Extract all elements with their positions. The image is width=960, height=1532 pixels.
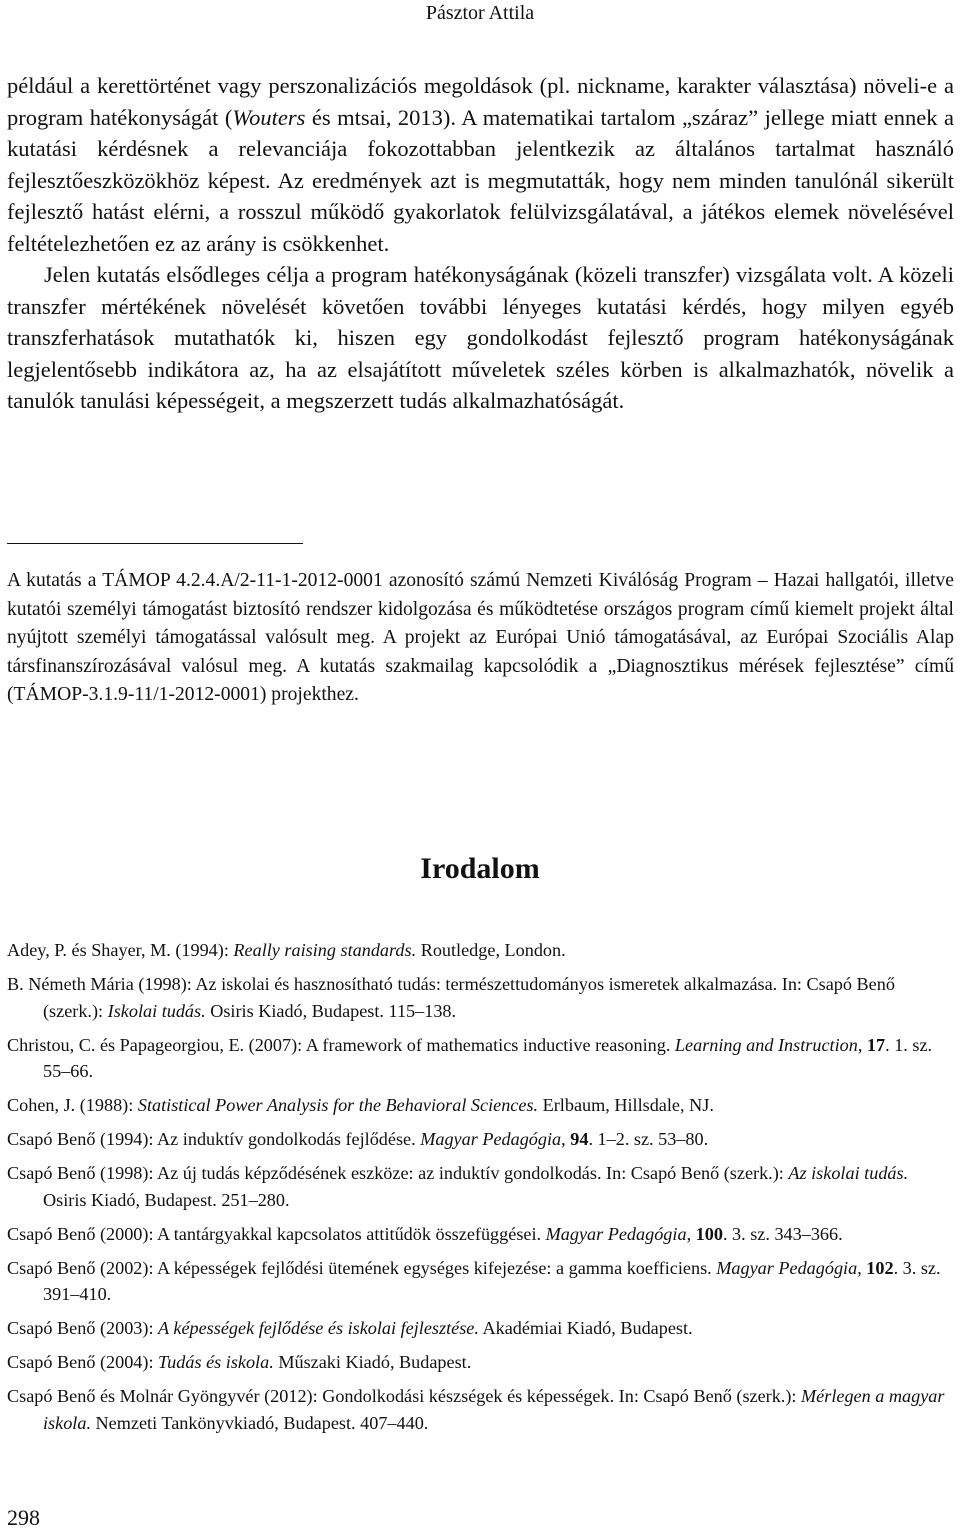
reference-item: Christou, C. és Papageorgiou, E. (2007): A framework of mathematics inductive reasoning. Learning and Instruction, 17. 1. sz. 55–66.: [7, 1034, 933, 1081]
reference-item: Csapó Benő (2003): A képességek fejlődése és iskolai fejlesztése. Akadémiai Kiadó, Budapest.: [7, 1318, 693, 1338]
references-heading: Irodalom: [420, 852, 540, 885]
reference-item: Csapó Benő (1998): Az új tudás képződésének eszköze: az induktív gondolkodás. In: Csapó Benő (szerk.): Az iskolai tudás. Osiris Kiadó, Budapest. 251–280.: [7, 1163, 909, 1210]
paragraph-1-part-a: például a kerettörténet vagy perszonalizációs megoldások (pl. nickname, karakter választása) növeli-e a program hatékonyságát (: [7, 73, 954, 130]
reference-item: Cohen, J. (1988): Statistical Power Analysis for the Behavioral Sciences. Erlbaum, Hillsdale, NJ.: [7, 1095, 714, 1115]
reference-item: B. Németh Mária (1998): Az iskolai és hasznosítható tudás: természettudományos ismeretek alkalmazása. In: Csapó Benő (szerk.): Iskolai tudás. Osiris Kiadó, Budapest. 115–138.: [7, 974, 895, 1021]
reference-list: [7, 937, 949, 1444]
footnote-text: A kutatás a TÁMOP 4.2.4.A/2-11-1-2012-0001 azonosító számú Nemzeti Kiválóság Program – Hazai hallgatói, illetve kutatói személyi támogatást biztosító rendszer kidolgozása és működtetése országos program című kiemelt projekt által nyújtott személyi támogatással valósult meg. A projekt az Európai Unió támogatásával, az Európai Szociális Alap társfinanszírozásával valósul meg. A kutatás szakmailag kapcsolódik a „Diagnosztikus mérések fejlesztése” című (TÁMOP-3.1.9-11/1-2012-0001) projekthez.: [7, 570, 954, 706]
reference-item: Csapó Benő és Molnár Gyöngyvér (2012): Gondolkodási készségek és képességek. In: Csapó Benő (szerk.): Mérlegen a magyar iskola. Nemzeti Tankönyvkiadó, Budapest. 407–440.: [7, 1386, 945, 1433]
reference-item: Csapó Benő (2004): Tudás és iskola. Műszaki Kiadó, Budapest.: [7, 1352, 472, 1372]
footnote-separator: [7, 543, 303, 544]
reference-item: Csapó Benő (2000): A tantárgyakkal kapcsolatos attitűdök összefüggései. Magyar Pedagógia, 100. 3. sz. 343–366.: [7, 1223, 843, 1244]
page-number: 298: [7, 1505, 40, 1530]
reference-item: Adey, P. és Shayer, M. (1994): Really raising standards. Routledge, London.: [7, 940, 566, 960]
paragraph-1: [7, 70, 954, 259]
paragraph-1-italic-author: Wouters: [232, 104, 306, 130]
reference-item: Csapó Benő (1994): Az induktív gondolkodás fejlődése. Magyar Pedagógia, 94. 1–2. sz. 53–80.: [7, 1129, 709, 1149]
body-text: [7, 70, 954, 417]
running-header-author: Pásztor Attila: [425, 2, 535, 24]
reference-item: Csapó Benő (2002): A képességek fejlődési ütemének egységes kifejezése: a gamma koefficiens. Magyar Pedagógia, 102. 3. sz. 391–410.: [7, 1257, 941, 1304]
paragraph-2: Jelen kutatás elsődleges célja a program hatékonyságának (közeli transzfer) vizsgálata volt. A közeli transzfer mértékének növelését követően további lényeges kutatási kérdés, hogy milyen egyéb transzferhatások mutathatók ki, hiszen egy gondolkodást fejlesztő program hatékonyságának legjelentősebb indikátora az, ha az elsajátított műveletek széles körben is alkalmazhatók, növelik a tanulók tanulási képességeit, a megszerzett tudás alkalmazhatóságát.: [7, 262, 954, 413]
paragraph-1-part-c: és mtsai, 2013). A matematikai tartalom „száraz” jellege miatt ennek a kutatási kérdésnek a relevanciája fokozottabban jelentkezik az általános tartalmat használó fejlesztőeszközökhöz képest. Az eredmények azt is megmutatták, hogy nem minden tanulónál sikerült fejlesztő hatást elérni, a rosszul működő gyakorlatok felülvizsgálatával, a játékos elemek növelésével feltételezhetően ez az arány is csökkenhet.: [7, 104, 954, 256]
